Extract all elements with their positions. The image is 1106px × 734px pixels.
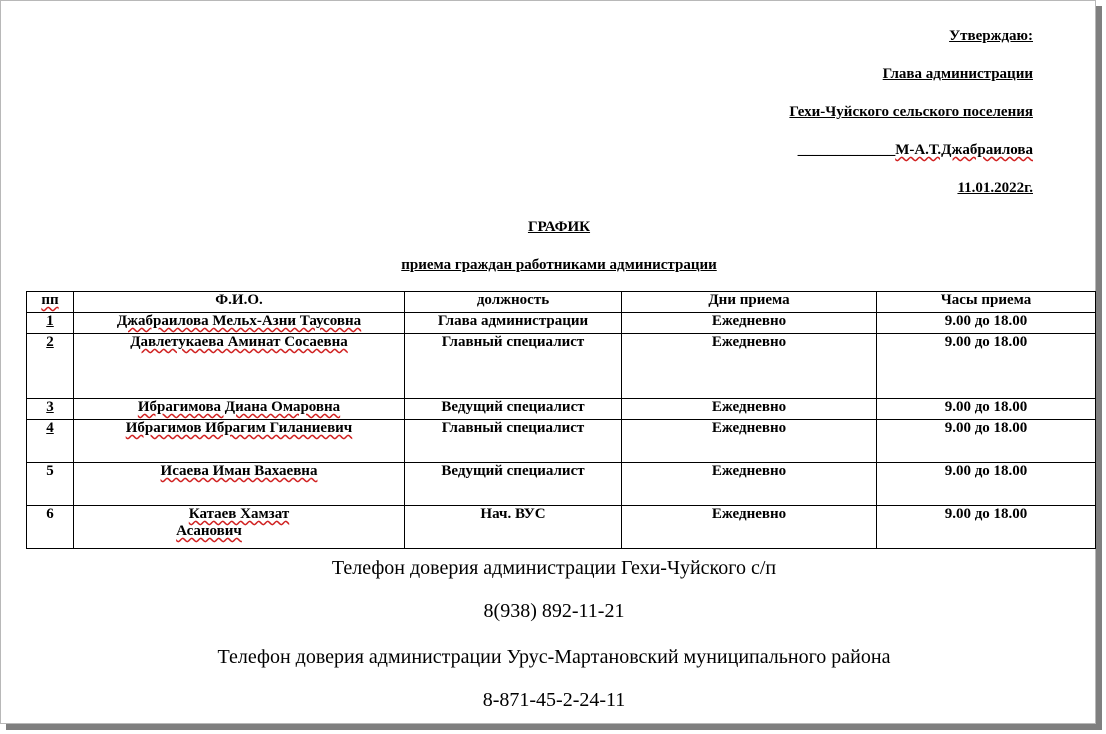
cell-fio — [74, 399, 405, 420]
fio-line-1: Катаев Хамзат — [188, 506, 290, 522]
cell-fio — [74, 463, 405, 506]
row-number: 4 — [46, 420, 54, 436]
cell-position: Ведущий специалист — [405, 463, 622, 506]
cell-number: 5 — [27, 463, 74, 506]
document-title — [1, 220, 1106, 235]
cell-position: Ведущий специалист — [405, 399, 622, 420]
header-hours: Часы приема — [877, 292, 1096, 313]
cell-position: Главный специалист — [405, 334, 622, 399]
cell-days: Ежедневно — [622, 463, 877, 506]
header-fio: Ф.И.О. — [74, 292, 405, 313]
cell-fio — [74, 334, 405, 399]
approval-date: 11.01.2022г. — [957, 180, 1033, 196]
row-number: 2 — [46, 334, 54, 350]
table-row — [27, 463, 1096, 506]
table-row — [27, 334, 1096, 399]
table-row — [27, 399, 1096, 420]
cell-fio — [74, 420, 405, 463]
header-position: должность — [405, 292, 622, 313]
fio-text: Ибрагимова Диана Омаровна — [137, 399, 341, 415]
cell-days: Ежедневно — [622, 506, 877, 549]
trust-phone-settlement: 8(938) 892-11-21 — [483, 600, 625, 622]
header-days: Дни приема — [622, 292, 877, 313]
row-number: 3 — [46, 399, 54, 415]
fio-text: Давлетукаева Аминат Сосаевна — [130, 334, 348, 350]
approval-organization: Гехи-Чуйского сельского поселения — [789, 104, 1033, 120]
cell-hours: 9.00 до 18.00 — [877, 506, 1096, 549]
cell-fio — [74, 506, 405, 549]
fio-text: Исаева Иман Вахаевна — [160, 463, 318, 479]
approval-block — [613, 29, 1033, 219]
cell-number — [27, 313, 74, 334]
cell-number: 6 — [27, 506, 74, 549]
header-number — [27, 292, 74, 313]
table-header-row — [27, 292, 1096, 313]
cell-position: Главный специалист — [405, 420, 622, 463]
cell-days: Ежедневно — [622, 399, 877, 420]
cell-number — [27, 399, 74, 420]
cell-fio — [74, 313, 405, 334]
table-row — [27, 420, 1096, 463]
cell-number — [27, 420, 74, 463]
cell-hours: 9.00 до 18.00 — [877, 420, 1096, 463]
trust-phone-label-district: Телефон доверия администрации Урус-Мартановский муниципального района — [217, 646, 891, 668]
cell-position: Нач. ВУС — [405, 506, 622, 549]
trust-phone-district: 8-871-45-2-24-11 — [482, 689, 626, 711]
fio-line-2: Асанович — [176, 523, 242, 539]
approval-signer-name: М-А.Т.Джабраилова — [895, 142, 1033, 158]
trust-phone-label-settlement: Телефон доверия администрации Гехи-Чуйского с/п — [331, 557, 777, 579]
cell-position: Глава администрации — [405, 313, 622, 334]
header-number-text: пп — [41, 292, 59, 308]
approval-heading: Утверждаю: — [949, 28, 1033, 44]
cell-hours: 9.00 до 18.00 — [877, 334, 1096, 399]
approval-position: Глава администрации — [882, 66, 1033, 82]
fio-text: Джабраилова Мельх-Азни Таусовна — [116, 313, 362, 329]
cell-hours: 9.00 до 18.00 — [877, 313, 1096, 334]
cell-hours: 9.00 до 18.00 — [877, 399, 1096, 420]
document-subtitle — [1, 258, 1106, 273]
cell-days: Ежедневно — [622, 334, 877, 399]
document-title-text: ГРАФИК — [527, 219, 591, 235]
row-number: 1 — [46, 313, 54, 329]
cell-days: Ежедневно — [622, 420, 877, 463]
cell-days: Ежедневно — [622, 313, 877, 334]
document-subtitle-text: приема граждан работниками администрации — [401, 257, 717, 273]
schedule-table — [26, 291, 1096, 549]
approval-signature-line: _____________ — [797, 142, 896, 158]
cell-number — [27, 334, 74, 399]
table-row — [27, 506, 1096, 549]
table-row — [27, 313, 1096, 334]
cell-hours: 9.00 до 18.00 — [877, 463, 1096, 506]
fio-text: Ибрагимов Ибрагим Гиланиевич — [125, 420, 353, 436]
